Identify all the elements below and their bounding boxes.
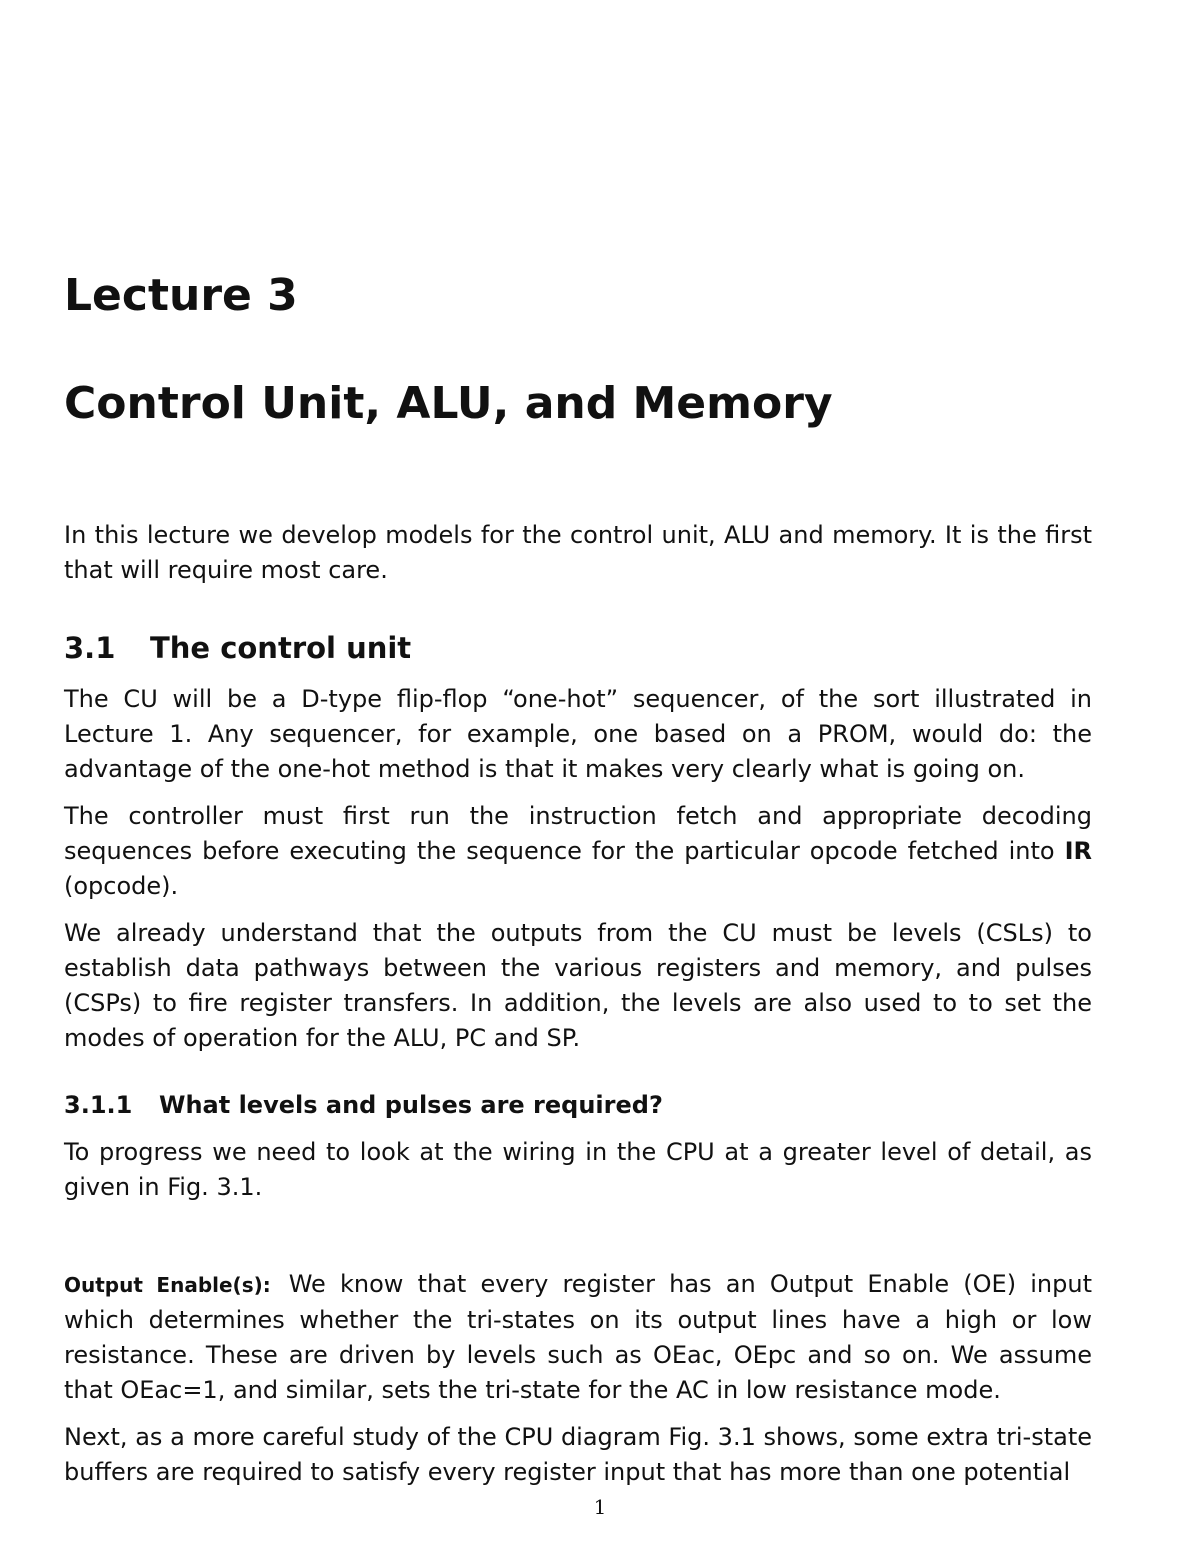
paragraph-2-text-start: The controller must first run the instruction fetch and appropriate decoding sequences before executing the sequence for the particular opcode fetched into — [64, 802, 1092, 865]
next-paragraph: Next, as a more careful study of the CPU diagram Fig. 3.1 shows, some extra tri-state buffers are required to satisfy every register input that has more than one potential — [64, 1423, 1092, 1486]
section-title: The control unit — [150, 631, 412, 665]
output-enable-paragraph — [64, 1267, 1092, 1408]
output-enable-text: We know that every register has an Output Enable (OE) input which determines whether the tri-states on its output lines have a high or low resistance. These are driven by levels such as OEac, OEpc and so on. We assume that OEac=1, and similar, sets the tri-state for the AC in low resistance mode. — [64, 1270, 1092, 1404]
section-paragraph-3: We already understand that the outputs from the CU must be levels (CSLs) to establish data pathways between the various registers and memory, and pulses (CSPs) to fire register transfers. In addition, the levels are also used to to set the modes of operation for the ALU, PC and SP. — [64, 919, 1092, 1052]
subsection-title: What levels and pulses are required? — [159, 1091, 663, 1119]
paragraph-2-text-end: (opcode). — [64, 872, 179, 900]
lecture-title: Control Unit, ALU, and Memory — [64, 378, 833, 429]
intro-paragraph: In this lecture we develop models for the control unit, ALU and memory. It is the first that will require most care. — [64, 521, 1092, 584]
section-paragraph-1: The CU will be a D-type flip-flop “one-hot” sequencer, of the sort illustrated in Lecture 1. Any sequencer, for example, one based on a PROM, would do: the advantage of the one-hot method is that it makes very clearly what is going on. — [64, 685, 1092, 783]
subsection-number: 3.1.1 — [64, 1091, 133, 1119]
ir-register-term: IR — [1064, 837, 1092, 865]
document-body — [64, 518, 1092, 1502]
section-number: 3.1 — [64, 631, 116, 665]
section-heading — [64, 628, 1092, 668]
spacer — [64, 1217, 1092, 1267]
page-number: 1 — [593, 1495, 607, 1519]
section-paragraph-2 — [64, 799, 1092, 904]
lecture-label: Lecture 3 — [64, 270, 298, 321]
output-enable-label: Output Enable(s): — [64, 1273, 271, 1297]
subsection-paragraph-1: To progress we need to look at the wiring in the CPU at a greater level of detail, as given in Fig. 3.1. — [64, 1138, 1092, 1201]
subsection-heading — [64, 1088, 1092, 1123]
